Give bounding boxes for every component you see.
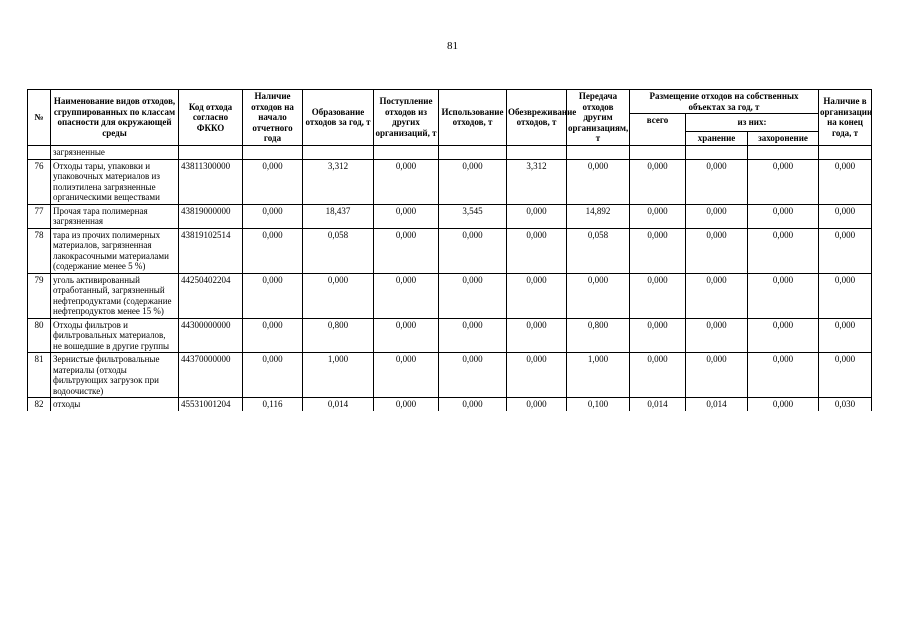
cell-start: 0,116 — [243, 398, 303, 411]
cell-end: 0,000 — [819, 204, 872, 228]
cell-code: 43819000000 — [179, 204, 243, 228]
cell-name: уголь активированный отработанный, загрязненный нефтепродуктами (содержание нефтепродуктов менее 15 %) — [51, 273, 179, 318]
cell-storage: 0,000 — [686, 318, 748, 353]
cell-used: 3,545 — [439, 204, 507, 228]
header-used: Использование отходов, т — [439, 90, 507, 146]
cell-transferred: 1,000 — [567, 353, 630, 398]
table-row — [28, 204, 872, 228]
cell-formed: 0,058 — [303, 228, 374, 273]
header-no: № — [28, 90, 51, 146]
cell-neutralized: 0,000 — [507, 228, 567, 273]
cell-neutralized: 0,000 — [507, 318, 567, 353]
cell-formed: 18,437 — [303, 204, 374, 228]
cell-code: 43811300000 — [179, 159, 243, 204]
table-row — [28, 398, 872, 411]
cell-transferred: 14,892 — [567, 204, 630, 228]
cell-total: 0,000 — [630, 318, 686, 353]
cell-neutralized: 0,000 — [507, 204, 567, 228]
cell-start: 0,000 — [243, 228, 303, 273]
cell-code: 45531001204 — [179, 398, 243, 411]
header-code: Код отхода согласно ФККО — [179, 90, 243, 146]
cell-end: 0,030 — [819, 398, 872, 411]
cell-no: 81 — [28, 353, 51, 398]
cell-neutralized: 3,312 — [507, 159, 567, 204]
header-name: Наименование видов отходов, сгруппированных по классам опасности для окружающей среды — [51, 90, 179, 146]
cell-name: тара из прочих полимерных материалов, загрязненная лакокрасочными материалами (содержание менее 5 %) — [51, 228, 179, 273]
cell-total: 0,000 — [630, 159, 686, 204]
cell-total: 0,000 — [630, 273, 686, 318]
cell-used: 0,000 — [439, 318, 507, 353]
page-number: 81 — [447, 40, 458, 52]
cell-start: 0,000 — [243, 353, 303, 398]
cell-burial: 0,000 — [748, 398, 819, 411]
cell-burial: 0,000 — [748, 204, 819, 228]
cell-formed: 1,000 — [303, 353, 374, 398]
cell-start: 0,000 — [243, 273, 303, 318]
cell-neutralized: 0,000 — [507, 353, 567, 398]
cell-no: 76 — [28, 159, 51, 204]
cell-transferred: 0,000 — [567, 159, 630, 204]
cell-burial: 0,000 — [748, 228, 819, 273]
table-row — [28, 353, 872, 398]
cell-received: 0,000 — [374, 159, 439, 204]
cell-total: 0,014 — [630, 398, 686, 411]
cell-no: 78 — [28, 228, 51, 273]
cell-name: Отходы фильтров и фильтровальных материалов, не вошедшие в другие группы — [51, 318, 179, 353]
table-row — [28, 228, 872, 273]
cell-transferred: 0,100 — [567, 398, 630, 411]
header-burial: захоронение — [748, 132, 819, 146]
header-formed: Образование отходов за год, т — [303, 90, 374, 146]
cell-storage: 0,000 — [686, 159, 748, 204]
cell-used: 0,000 — [439, 353, 507, 398]
cell-burial: 0,000 — [748, 318, 819, 353]
cell-start: 0,000 — [243, 204, 303, 228]
cell-formed: 0,800 — [303, 318, 374, 353]
cell-code: 44370000000 — [179, 353, 243, 398]
header-transferred: Передача отходов другим организациям, т — [568, 91, 629, 143]
cell-formed: 0,000 — [303, 273, 374, 318]
cell-start: 0,000 — [243, 318, 303, 353]
cell-end: 0,000 — [819, 159, 872, 204]
table-row — [28, 318, 872, 353]
cell-transferred: 0,800 — [567, 318, 630, 353]
cell-formed: 0,014 — [303, 398, 374, 411]
cell-name: отходы — [51, 398, 179, 411]
cell-end: 0,000 — [819, 228, 872, 273]
cell-neutralized: 0,000 — [507, 398, 567, 411]
cell-name: Зернистые фильтровальные материалы (отходы фильтрующих загрузок при водоочистке) — [51, 353, 179, 398]
cell-storage: 0,000 — [686, 273, 748, 318]
cell-total: 0,000 — [630, 204, 686, 228]
cell-storage: 0,014 — [686, 398, 748, 411]
table-row — [28, 159, 872, 204]
cell-received: 0,000 — [374, 273, 439, 318]
cell-received: 0,000 — [374, 228, 439, 273]
waste-table — [27, 89, 872, 411]
cell-code: 44250402204 — [179, 273, 243, 318]
continued-name: загрязненные — [51, 145, 179, 159]
header-neutralized: Обезвреживание отходов, т — [507, 90, 567, 146]
cell-burial: 0,000 — [748, 353, 819, 398]
header-placement: Размещение отходов на собственных объектах за год, т — [630, 90, 819, 114]
cell-storage: 0,000 — [686, 204, 748, 228]
cell-no: 77 — [28, 204, 51, 228]
cell-end: 0,000 — [819, 273, 872, 318]
table-row-continued — [28, 145, 872, 159]
cell-end: 0,000 — [819, 353, 872, 398]
cell-formed: 3,312 — [303, 159, 374, 204]
cell-used: 0,000 — [439, 159, 507, 204]
cell-total: 0,000 — [630, 228, 686, 273]
cell-burial: 0,000 — [748, 273, 819, 318]
cell-code: 43819102514 — [179, 228, 243, 273]
cell-burial: 0,000 — [748, 159, 819, 204]
cell-total: 0,000 — [630, 353, 686, 398]
header-received: Поступление отходов из других организаций, т — [374, 90, 439, 146]
cell-storage: 0,000 — [686, 228, 748, 273]
cell-transferred: 0,000 — [567, 273, 630, 318]
cell-end: 0,000 — [819, 318, 872, 353]
header-storage: хранение — [686, 132, 748, 146]
cell-received: 0,000 — [374, 204, 439, 228]
cell-start: 0,000 — [243, 159, 303, 204]
cell-received: 0,000 — [374, 353, 439, 398]
header-end: Наличие в организации на конец года, т — [819, 90, 872, 146]
cell-transferred: 0,058 — [567, 228, 630, 273]
cell-no: 79 — [28, 273, 51, 318]
cell-name: Прочая тара полимерная загрязненная — [51, 204, 179, 228]
cell-no: 82 — [28, 398, 51, 411]
cell-neutralized: 0,000 — [507, 273, 567, 318]
cell-used: 0,000 — [439, 398, 507, 411]
cell-used: 0,000 — [439, 273, 507, 318]
header-total: всего — [630, 114, 686, 146]
cell-received: 0,000 — [374, 398, 439, 411]
cell-received: 0,000 — [374, 318, 439, 353]
header-of-which: из них: — [686, 114, 819, 132]
cell-name: Отходы тары, упаковки и упаковочных материалов из полиэтилена загрязненные органическими веществами — [51, 159, 179, 204]
cell-used: 0,000 — [439, 228, 507, 273]
header-start: Наличие отходов на начало отчетного года — [243, 90, 303, 146]
cell-code: 44300000000 — [179, 318, 243, 353]
table-row — [28, 273, 872, 318]
cell-storage: 0,000 — [686, 353, 748, 398]
cell-no: 80 — [28, 318, 51, 353]
